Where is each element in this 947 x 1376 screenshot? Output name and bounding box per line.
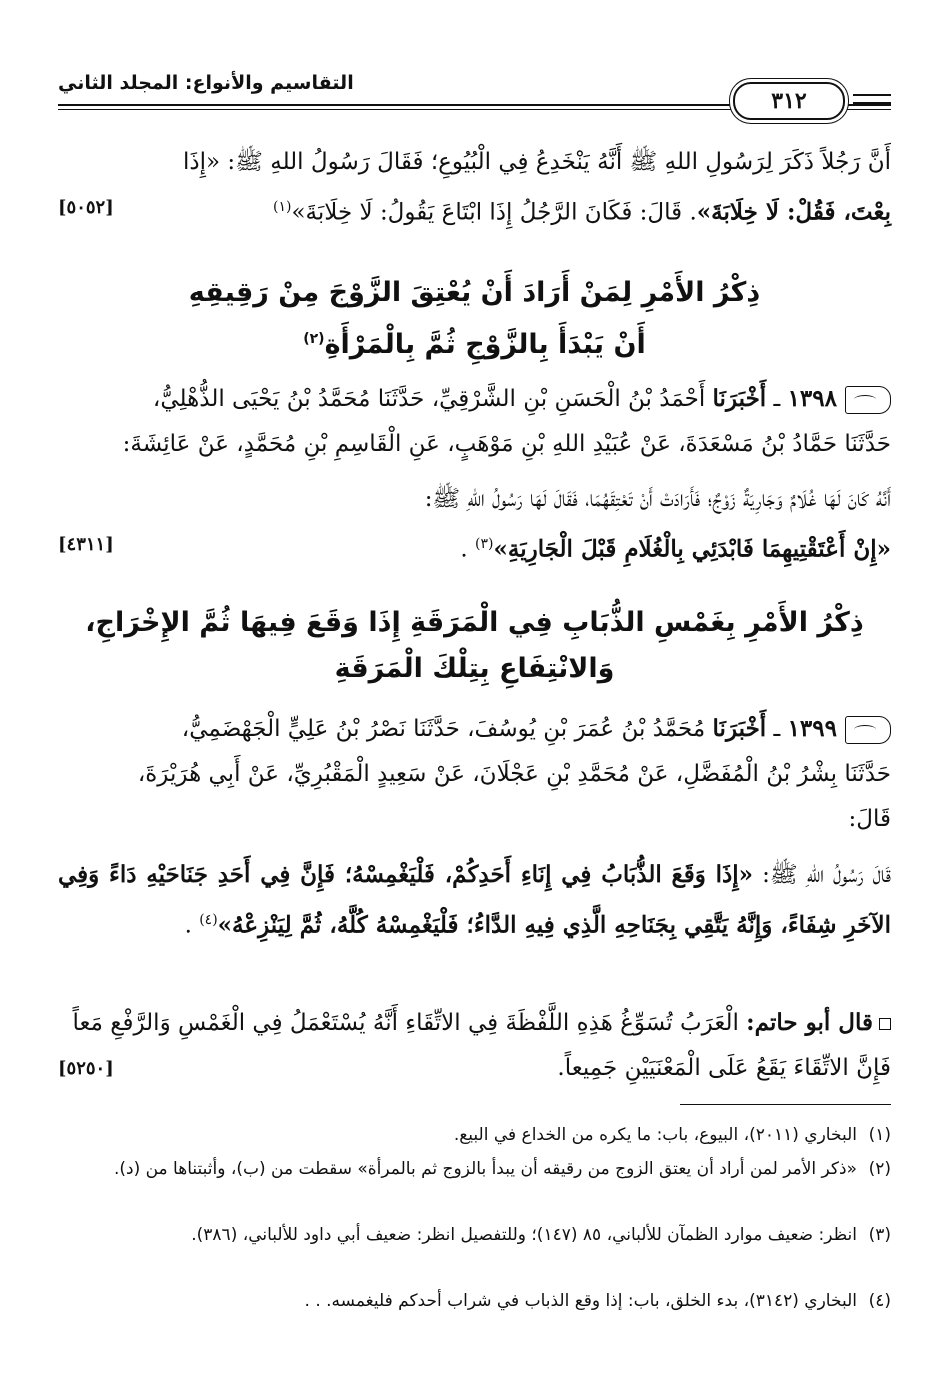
text-line: أَنَّ رَجُلاً ذَكَرَ لِرَسُولِ اللهِ ﷺ أَنَّهُ يَنْخَدِعُ فِي الْبُيُوعِ؛ فَقَالَ رَسُولُ اللهِ ﷺ: «إِذَا — [182, 149, 891, 175]
footnote-separator — [680, 1104, 891, 1105]
chapter-heading: ذِكْرُ الأَمْرِ لِمَنْ أَرَادَ أَنْ يُعْتِقَ الزَّوْجَ مِنْ رَقِيقِهِ أَنْ يَبْدَأَ بِالزَّوْجِ ثُمَّ بِالْمَرْأَةِ$^{(٢)}$ — [188, 277, 761, 360]
hadith-1399 — [58, 706, 891, 949]
note-line: فَإِنَّ الاتِّقَاءَ يَقَعُ عَلَى الْمَعْنَيَيْنِ جَمِيعاً. [٥٢٥٠] — [58, 1046, 891, 1091]
hadith-reference: [٥٢٥٠] — [58, 1058, 114, 1079]
text-line: بِعْتَ، فَقُلْ: لَا خِلَابَةَ». قَالَ: فَكَانَ الرَّجُلُ إِذَا ابْتَاعَ يَقُولُ: لَا خِلَابَةَ»$^{(١)}$ [٥٠٥٢] — [58, 185, 891, 236]
note-line: قال أبو حاتم: الْعَرَبُ تُسَوِّغُ هَذِهِ اللَّفْظَةَ فِي الاتِّقَاءِ أَنَّهُ يُسْتَعْمَلُ فِي الْغَمْسِ وَالرَّفْعِ مَعاً — [58, 1000, 891, 1046]
chapter-heading: ذِكْرُ الأَمْرِ بِغَمْسِ الذُّبَابِ فِي الْمَرَقَةِ إِذَا وَقَعَ فِيهَا ثُمَّ الإِخْرَاجِ، وَالانْتِفَاعِ بِتِلْكَ الْمَرَقَةِ — [85, 607, 864, 684]
prophet-saying: بِعْتَ، فَقُلْ: لَا خِلَابَةَ» — [696, 198, 891, 226]
footnote: (٤)البخاري (٣١٤٢)، بدء الخلق، باب: إذا وقع الذباب في شراب أحدكم فليغمسه. . . — [304, 1291, 891, 1311]
footnote-mark: (٢) — [303, 331, 325, 347]
isnad-line: ١٣٩٨ ـ أَخْبَرَنَا أَحْمَدُ بْنُ الْحَسَنِ بْنِ الشَّرْقِيِّ، حَدَّثَنَا مُحَمَّدُ بْنُ يَحْيَى الذُّهْلِيُّ، — [58, 376, 891, 422]
hadith-marker-icon — [845, 716, 891, 744]
hadith-reference: [٤٣١١] — [58, 534, 114, 555]
running-title: التقاسيم والأنواع: المجلد الثاني — [58, 72, 362, 94]
isnad-line: ١٣٩٩ ـ أَخْبَرَنَا مُحَمَّدُ بْنُ عُمَرَ بْنِ يُوسُفَ، حَدَّثَنَا نَصْرُ بْنُ عَلِيٍّ الْجَهْضَمِيُّ، — [58, 706, 891, 752]
footnote: (٣)انظر: ضعيف موارد الظمآن للألباني، ٨٥ (١٤٧)؛ وللتفصيل انظر: ضعيف أبي داود للألباني، (٣٨٦). — [191, 1225, 891, 1245]
square-bullet-icon — [879, 1018, 891, 1030]
isnad-line: حَدَّثَنَا بِشْرُ بْنُ الْمُفَضَّلِ، عَنْ مُحَمَّدِ بْنِ عَجْلَانَ، عَنْ سَعِيدٍ الْمَقْبُرِيِّ، عَنْ أَبِي هُرَيْرَةَ، — [137, 761, 891, 787]
matn-paragraph: قَالَ رَسُولُ اللهِ ﷺ: «إِذَا وَقَعَ الذُّبَابُ فِي إِنَاءِ أَحَدِكُمْ، فَلْيَغْمِسْهُ؛ فَإِنَّ فِي أَحَدِ جَنَاحَيْهِ دَاءً وَفِي الآخَرِ شِفَاءً، وَإِنَّهُ يَتَّقِي بِجَنَاحِهِ الَّذِي فِيهِ الدَّاءُ؛ فَلْيَغْمِسْهُ كُلَّهُ، ثُمَّ لِيَنْزِعْهُ»$^{(٤)}$ . — [58, 861, 891, 939]
hadith-number: ١٣٩٨ — [787, 385, 837, 412]
hadith-1398 — [58, 376, 891, 573]
footnote-mark: (٤) — [199, 912, 218, 928]
hadith-number: ١٣٩٩ — [787, 715, 837, 742]
matn-line: أَنَّهُ كَانَ لَهَا غُلَامٌ وَجَارِيَةٌ زَوْجٌ؛ فَأَرَادَتْ أَنْ تَعْتِقَهُمَا، فَقَالَ لَهَا رَسُولُ اللهِ ﷺ: — [424, 486, 891, 512]
header-ornament — [853, 94, 891, 104]
page-header — [58, 70, 891, 118]
page-number: ٣١٢ — [733, 82, 845, 120]
matn-line: «إِنْ أَعْتَقْتِيهِمَا فَابْدَئِي بِالْغُلَامِ قَبْلَ الْجَارِيَةِ»$^{(٣)}$ . [٤٣١١] — [58, 522, 891, 573]
hadith-continuation — [58, 140, 891, 236]
footnote: (١)البخاري (٢٠١١)، البيوع، باب: ما يكره من الخداع في البيع. — [453, 1125, 891, 1145]
footnote: (٢)«ذكر الأمر لمن أراد أن يعتق الزوج من رقيقه أن يبدأ بالزوج ثم بالمرأة» سقطت من (ب)، وأثبتناها من (د). — [113, 1159, 891, 1179]
isnad-line: قَالَ: — [848, 806, 891, 832]
hadith-reference: [٥٠٥٢] — [58, 197, 114, 218]
hadith-marker-icon — [845, 386, 891, 414]
author-note — [58, 1000, 891, 1091]
footnote-mark: (١) — [272, 199, 292, 215]
footnote-mark: (٣) — [475, 536, 494, 552]
isnad-line: حَدَّثَنَا حَمَّادُ بْنُ مَسْعَدَةَ، عَنْ عُبَيْدِ اللهِ بْنِ مَوْهَبٍ، عَنِ الْقَاسِمِ بْنِ مُحَمَّدٍ، عَنْ عَائِشَةَ: — [122, 431, 891, 457]
